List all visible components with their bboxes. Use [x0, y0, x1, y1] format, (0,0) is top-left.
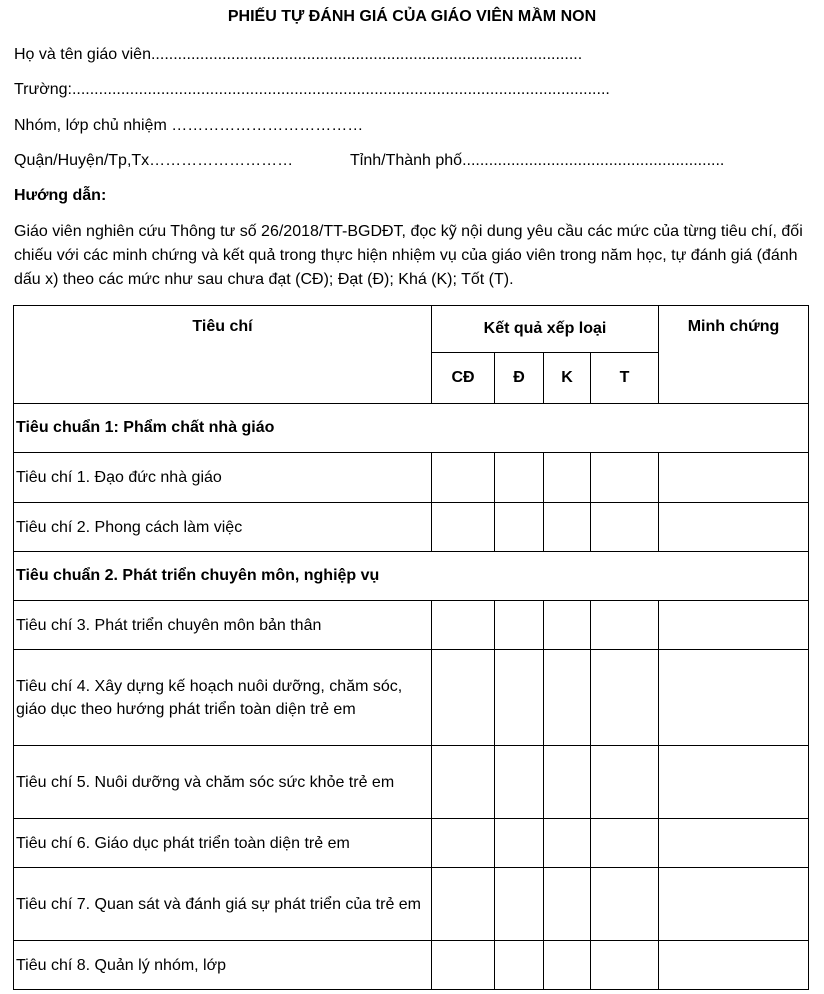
cd-cell[interactable]	[432, 819, 495, 868]
t-cell[interactable]	[591, 453, 659, 503]
criterion-row	[14, 650, 809, 746]
standard-label: Tiêu chuẩn 1: Phẩm chất nhà giáo	[14, 404, 809, 453]
criterion-label: Tiêu chí 5. Nuôi dưỡng và chăm sóc sức khỏe trẻ em	[14, 746, 432, 819]
standard-label: Tiêu chuẩn 2. Phát triển chuyên môn, nghiệp vụ	[14, 552, 809, 601]
form-title: PHIẾU TỰ ĐÁNH GIÁ CỦA GIÁO VIÊN MẦM NON	[227, 8, 597, 25]
standard-row	[14, 552, 809, 601]
cd-cell[interactable]	[432, 503, 495, 552]
criterion-label: Tiêu chí 4. Xây dựng kế hoạch nuôi dưỡng, chăm sóc, giáo dục theo hướng phát triển toàn diện trẻ em	[14, 650, 432, 746]
criterion-label: Tiêu chí 1. Đạo đức nhà giáo	[14, 453, 432, 503]
d-cell[interactable]	[495, 453, 544, 503]
d-cell[interactable]	[495, 868, 544, 941]
criterion-row	[14, 601, 809, 650]
criterion-row	[14, 868, 809, 941]
k-cell[interactable]	[544, 601, 591, 650]
cd-cell[interactable]	[432, 453, 495, 503]
evidence-cell[interactable]	[659, 453, 809, 503]
evidence-cell[interactable]	[659, 941, 809, 990]
level-k-header: K	[544, 353, 591, 404]
t-cell[interactable]	[591, 941, 659, 990]
evidence-cell[interactable]	[659, 601, 809, 650]
criterion-row	[14, 941, 809, 990]
level-t-header: T	[591, 353, 659, 404]
guide-text: Giáo viên nghiên cứu Thông tư số 26/2018/TT-BGDĐT, đọc kỹ nội dung yêu cầu các mức của từng tiêu chí, đối chiếu với các minh chứng và kết quả trong thực hiện nhiệm vụ của giáo viên trong năm học, tự đánh giá (đánh dấu x) theo các mức như sau chưa đạt (CĐ); Đạt (Đ); Khá (K); Tốt (T).	[14, 223, 803, 288]
level-cd-header: CĐ	[432, 353, 495, 404]
d-cell[interactable]	[495, 503, 544, 552]
district-field[interactable]: Quận/Huyện/Tp,Tx………………………	[14, 152, 294, 169]
t-cell[interactable]	[591, 746, 659, 819]
d-cell[interactable]	[495, 746, 544, 819]
d-cell[interactable]	[495, 819, 544, 868]
class-field[interactable]: Nhóm, lớp chủ nhiệm ………………………………	[14, 117, 364, 134]
t-cell[interactable]	[591, 868, 659, 941]
criterion-label: Tiêu chí 8. Quản lý nhóm, lớp	[14, 941, 432, 990]
criterion-row	[14, 819, 809, 868]
cd-cell[interactable]	[432, 601, 495, 650]
k-cell[interactable]	[544, 650, 591, 746]
t-cell[interactable]	[591, 601, 659, 650]
k-cell[interactable]	[544, 453, 591, 503]
k-cell[interactable]	[544, 868, 591, 941]
evidence-cell[interactable]	[659, 650, 809, 746]
criterion-label: Tiêu chí 3. Phát triển chuyên môn bản thân	[14, 601, 432, 650]
result-header: Kết quả xếp loại	[432, 306, 659, 353]
guide-heading: Hướng dẫn:	[14, 187, 107, 204]
cd-cell[interactable]	[432, 941, 495, 990]
level-d-header: Đ	[495, 353, 544, 404]
cd-cell[interactable]	[432, 746, 495, 819]
evidence-header: Minh chứng	[659, 306, 809, 404]
evidence-cell[interactable]	[659, 746, 809, 819]
t-cell[interactable]	[591, 819, 659, 868]
criterion-row	[14, 746, 809, 819]
t-cell[interactable]	[591, 503, 659, 552]
province-field[interactable]: Tỉnh/Thành phố...........................................................	[350, 152, 725, 169]
criterion-row	[14, 503, 809, 552]
k-cell[interactable]	[544, 746, 591, 819]
d-cell[interactable]	[495, 941, 544, 990]
k-cell[interactable]	[544, 503, 591, 552]
school-field[interactable]: Trường:.........................................................................................................................	[14, 81, 610, 98]
k-cell[interactable]	[544, 941, 591, 990]
evidence-cell[interactable]	[659, 868, 809, 941]
criterion-label: Tiêu chí 7. Quan sát và đánh giá sự phát triển của trẻ em	[14, 868, 432, 941]
t-cell[interactable]	[591, 650, 659, 746]
d-cell[interactable]	[495, 601, 544, 650]
k-cell[interactable]	[544, 819, 591, 868]
criterion-row	[14, 453, 809, 503]
cd-cell[interactable]	[432, 868, 495, 941]
teacher-name-field[interactable]: Họ và tên giáo viên.................................................................................................	[14, 46, 583, 63]
evidence-cell[interactable]	[659, 819, 809, 868]
criterion-label: Tiêu chí 6. Giáo dục phát triển toàn diện trẻ em	[14, 819, 432, 868]
criterion-label: Tiêu chí 2. Phong cách làm việc	[14, 503, 432, 552]
criteria-header: Tiêu chí	[14, 306, 432, 404]
cd-cell[interactable]	[432, 650, 495, 746]
evaluation-table	[13, 305, 809, 990]
d-cell[interactable]	[495, 650, 544, 746]
evidence-cell[interactable]	[659, 503, 809, 552]
standard-row	[14, 404, 809, 453]
